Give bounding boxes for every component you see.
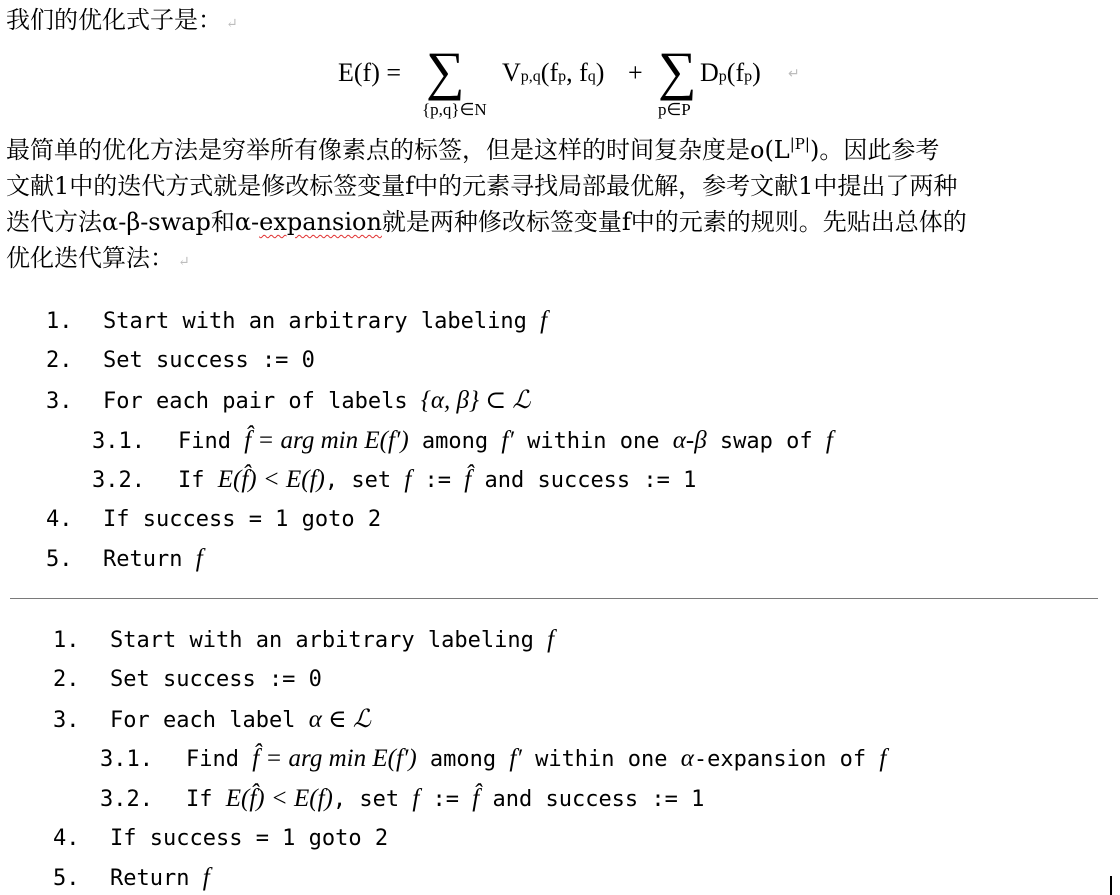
- paragraph-mark-icon: ↵: [178, 254, 190, 270]
- equation-plus: +: [628, 58, 643, 87]
- paragraph-line-1: 最简单的优化方法是穷举所有像素点的标签，但是这样的时间复杂度是$o(L^{|P|})$。因此参考: [6, 135, 940, 164]
- paragraph-mark-icon: ↵: [226, 16, 238, 32]
- section-divider: [10, 598, 1098, 599]
- expansion-step-2: 2. Set success := 0: [53, 667, 322, 692]
- equation-term2: Dp(fp): [700, 58, 761, 87]
- expansion-step-1: 1. Start with an arbitrary labeling f: [53, 626, 555, 653]
- swap-step-3-2: 3.2. If E(f̂) < E(f), set f := f̂ and success := 1: [92, 466, 697, 493]
- expansion-step-5: 5. Return f: [53, 864, 210, 891]
- equation-term1: Vp,q(fp, fq): [502, 58, 605, 87]
- equation-lhs: E(f) =: [338, 58, 402, 87]
- text-cursor: [1110, 876, 1112, 895]
- expansion-step-3-1: 3.1. Find f̂ = arg min E(f′) among f′ within one α-expansion of f: [100, 745, 887, 772]
- paragraph-line-4: 优化迭代算法： ↵: [6, 244, 190, 272]
- swap-step-2: 2. Set success := 0: [46, 348, 315, 373]
- spellcheck-flag: expansion: [259, 208, 382, 236]
- sum-symbol-1: ∑: [426, 41, 465, 101]
- sum1-subscript: {p,q}∈N: [422, 100, 487, 119]
- swap-step-1: 1. Start with an arbitrary labeling f: [46, 307, 548, 334]
- paragraph-line-2: 文献1中的迭代方式就是修改标签变量f中的元素寻找局部最优解，参考文献1中提出了两种: [6, 172, 958, 200]
- body-paragraph: [6, 126, 1106, 280]
- intro-text: 我们的优化式子是：: [6, 6, 222, 34]
- intro-line: [6, 2, 1106, 42]
- sum-symbol-2: ∑: [658, 41, 697, 101]
- expansion-step-3-2: 3.2. If E(f̂) < E(f), set f := f̂ and success := 1: [100, 785, 705, 812]
- sum2-subscript: p∈P: [658, 100, 691, 119]
- paragraph-mark-icon: ↵: [788, 67, 800, 82]
- expansion-step-3: 3. For each label α ∈ ℒ: [53, 706, 371, 733]
- paragraph-line-3: 迭代方法α-β-swap和α-expansion就是两种修改标签变量f中的元素的规则。先贴出总体的: [6, 208, 967, 236]
- swap-step-3: 3. For each pair of labels {α, β} ⊂ ℒ: [46, 387, 531, 414]
- swap-step-3-1: 3.1. Find f̂ = arg min E(f′) among f′ within one α-β swap of f: [92, 427, 833, 454]
- swap-step-4: 4. If success = 1 goto 2: [46, 507, 382, 532]
- swap-step-5: 5. Return f: [46, 545, 203, 572]
- expansion-step-4: 4. If success = 1 goto 2: [53, 826, 389, 851]
- energy-equation: [338, 41, 800, 124]
